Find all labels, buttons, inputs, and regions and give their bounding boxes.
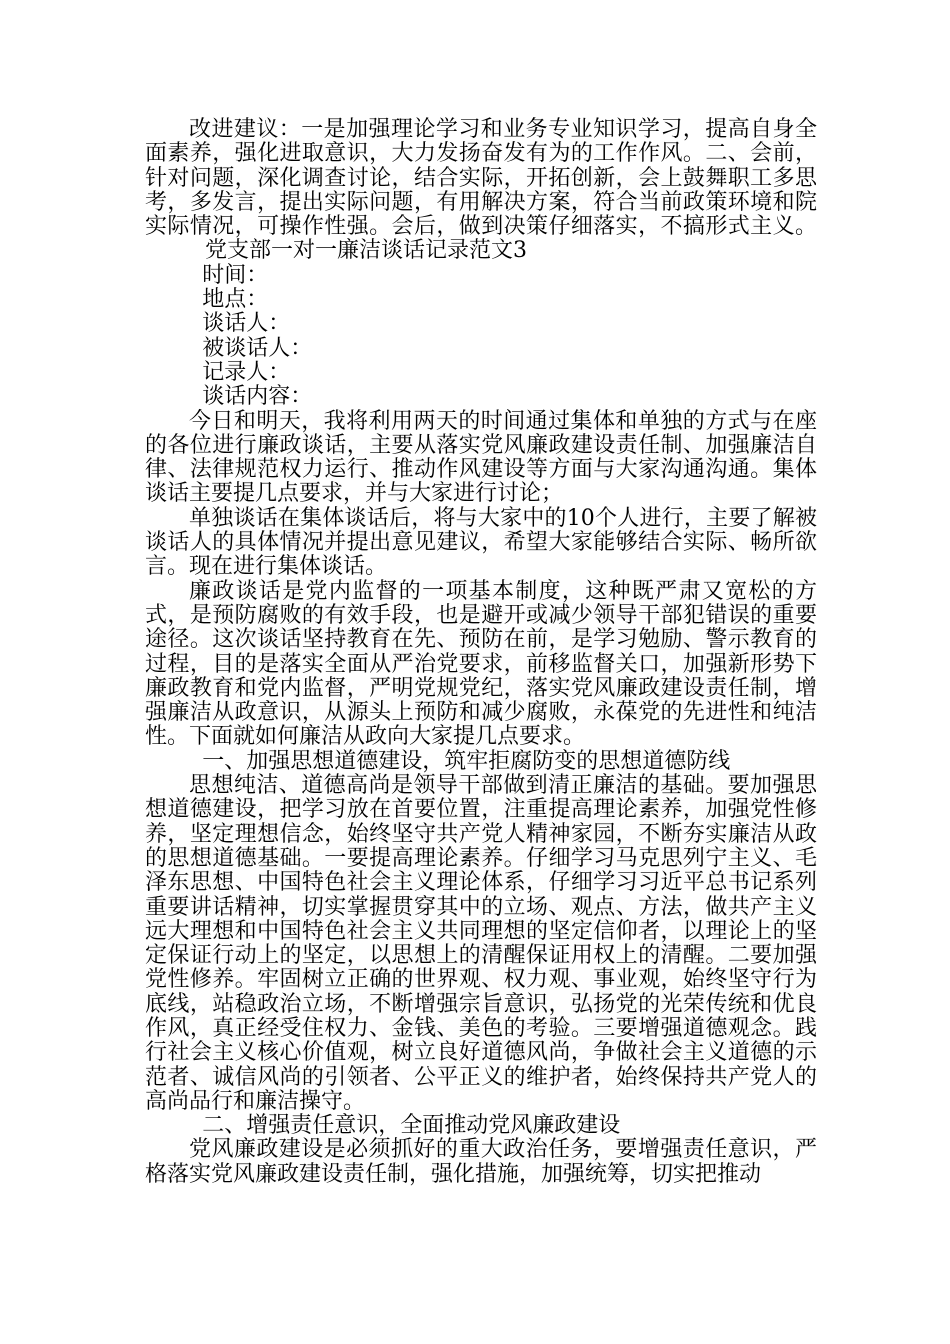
heading-2: 二、增强责任意识，全面推动党风廉政建设 (202, 1113, 621, 1139)
field-location: 地点： (202, 287, 269, 313)
field-interviewer: 谈话人： (202, 311, 291, 337)
intro-paragraph (145, 118, 817, 264)
heading-1-body: 思想纯洁、道德高尚是领导干部做到清正廉洁的基础。要加强思想道德建设，把学习放在首要位置，注重提高理论素养，加强党性修养，坚定理想信念，始终坚守共产党人精神家园，不断夯实廉洁从政的思想道德基础。一要提高理论素养。仔细学习马克思列宁主义、毛泽东思想、中国特色社会主义理论体系，仔细学习习近平总书记系列重要讲话精神，切实掌握贯穿其中的立场、观点、方法，做共产主义远大理想和中国特色社会主义共同理想的坚定信仰者，以理论上的坚定保证行动上的坚定，以思想上的清醒保证用权上的清醒。二要加强党性修养。牢固树立正确的世界观、权力观、事业观，始终坚守行为底线，站稳政治立场，不断增强宗旨意识，弘扬党的光荣传统和优良作风，真正经受住权力、金钱、美色的考验。三要增强道德观念。践行社会主义核心价值观，树立良好道德风尚，争做社会主义道德的示范者、诚信风尚的引领者、公平正义的维护者，始终保持共产党人的高尚品行和廉洁操守。 (145, 773, 817, 1114)
paragraph-3: 廉政谈话是党内监督的一项基本制度，这种既严肃又宽松的方式，是预防腐败的有效手段，也是避开或减少领导干部犯错误的重要途径。这次谈话坚持教育在先、预防在前，是学习勉励、警示教育的过程，目的是落实全面从严治党要求，前移监督关口，加强新形势下廉政教育和党内监督，严明党规党纪，落实党风廉政建设责任制，增强廉洁从政意识，从源头上预防和减少腐败，永葆党的先进性和纯洁性。下面就如何廉洁从政向大家提几点要求。 (145, 578, 817, 750)
paragraph-1: 今日和明天，我将利用两天的时间通过集体和单独的方式与在座的各位进行廉政谈话，主要从落实党风廉政建设责任制、加强廉洁自律、法律规范权力运行、推动作风建设等方面与大家沟通沟通。集体谈话主要提几点要求，并与大家进行讨论； (145, 408, 817, 507)
section-title: 党支部一对一廉洁谈话记录范文3 (205, 238, 527, 264)
field-recorder: 记录人： (202, 359, 291, 385)
heading-1: 一、加强思想道德建设，筑牢拒腐防变的思想道德防线 (202, 748, 731, 774)
field-time: 时间： (202, 262, 269, 288)
intro-text: 改进建议：一是加强理论学习和业务专业知识学习，提高自身全面素养，强化进取意识，大力发扬奋发有为的工作作风。二、会前，针对问题，深化调查讨论，结合实际，开拓创新，会上鼓舞职工多思考，多发言，提出实际问题，有用解决方案，符合当前政策环境和院实际情况，可操作性强。会后，做到决策仔细落实，不搞形式主义。 (145, 117, 817, 240)
field-interviewee: 被谈话人： (202, 335, 313, 361)
document-page (145, 118, 817, 1187)
field-content: 谈话内容： (202, 384, 313, 410)
heading-2-body: 党风廉政建设是必须抓好的重大政治任务，要增强责任意识，严格落实党风廉政建设责任制，强化措施，加强统筹，切实把推动 (145, 1137, 817, 1187)
paragraph-2: 单独谈话在集体谈话后，将与大家中的10个人进行，主要了解被谈话人的具体情况并提出意见建议，希望大家能够结合实际、畅所欲言。现在进行集体谈话。 (145, 505, 817, 580)
